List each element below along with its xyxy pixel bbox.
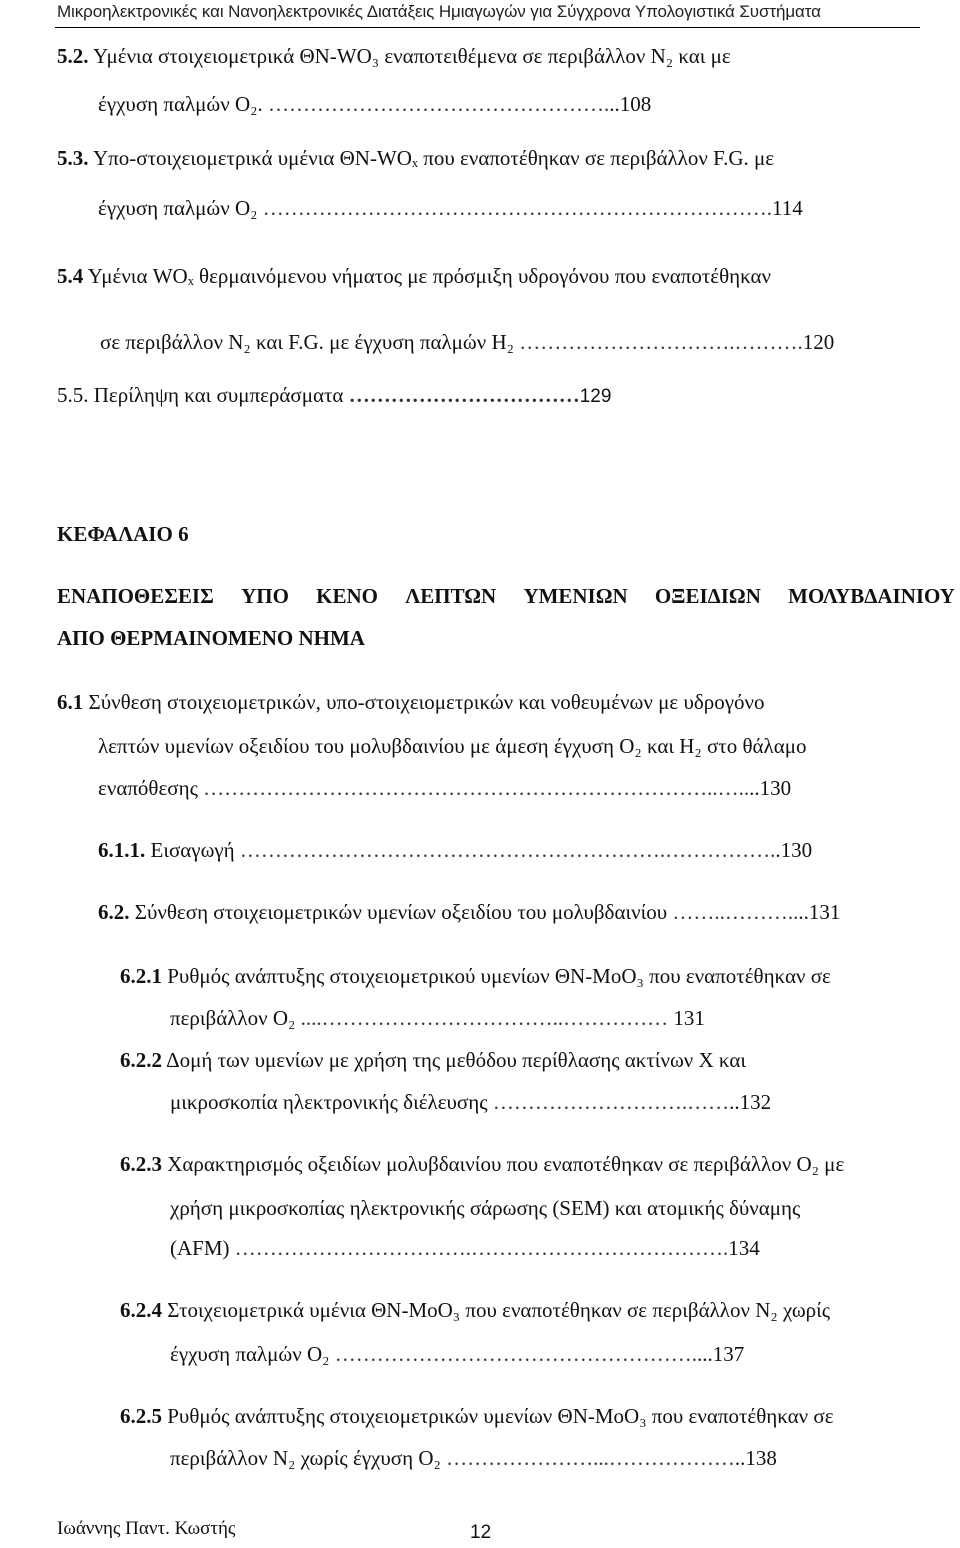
toc-page: 129 bbox=[579, 386, 612, 407]
toc-leader: …………………………………………………….……………. bbox=[239, 838, 776, 862]
toc-page: 120 bbox=[802, 330, 835, 354]
toc-page: .130 bbox=[775, 838, 813, 862]
chapter-title-word: ΕΝΑΠΟΘΕΣΕΙΣ bbox=[57, 584, 214, 608]
toc-text: (AFM) bbox=[170, 1236, 230, 1260]
toc-entry-5-4[interactable] bbox=[57, 264, 771, 289]
toc-leader: ……..……….. bbox=[672, 900, 799, 924]
running-header: Μικροηλεκτρονικές και Νανοηλεκτρονικές Διατάξεις Ημιαγωγών για Σύγχρονα Υπολογιστικά Συστήματα bbox=[57, 2, 821, 21]
toc-text: Εισαγωγή bbox=[150, 838, 235, 862]
toc-text: Υμένια στοιχειομετρικά ΘΝ-WO₃ εναποτειθέμενα σε περιβάλλον N₂ και με bbox=[92, 44, 731, 68]
toc-text: μικροσκοπία ηλεκτρονικής διέλευσης bbox=[170, 1090, 488, 1114]
toc-number: 5.3. bbox=[57, 146, 89, 170]
toc-number: 5.4 bbox=[57, 264, 84, 288]
toc-leader: …………………………………………. bbox=[267, 92, 610, 116]
toc-number: 6.2.5 bbox=[120, 1404, 162, 1428]
toc-text: έγχυση παλμών O₂ bbox=[98, 196, 258, 220]
toc-text: έγχυση παλμών O₂. bbox=[98, 92, 263, 116]
toc-entry-5-3[interactable] bbox=[57, 146, 774, 171]
toc-text: Χαρακτηρισμός οξειδίων μολυβδαινίου που εναποτέθηκαν σε περιβάλλον O₂ με bbox=[167, 1152, 845, 1176]
toc-entry-6-2-5[interactable] bbox=[120, 1404, 834, 1429]
toc-entry-5-2[interactable] bbox=[57, 44, 731, 69]
toc-page: ..108 bbox=[609, 92, 652, 116]
toc-entry-6-2-1[interactable] bbox=[120, 964, 831, 989]
toc-entry-6-2-1-cont[interactable] bbox=[170, 1006, 705, 1031]
toc-number: 6.2.4 bbox=[120, 1298, 162, 1322]
footer-page-number: 12 bbox=[470, 1522, 492, 1543]
toc-text: Σύνθεση στοιχειομετρικών, υπο-στοιχειομετρικών και νοθευμένων με υδρογόνο bbox=[88, 690, 765, 714]
toc-entry-6-2-3[interactable] bbox=[120, 1152, 844, 1177]
toc-leader: ……………………….…… bbox=[492, 1090, 730, 1114]
chapter-title-word: ΜΟΛΥΒΔΑΙΝΙΟΥ bbox=[788, 584, 955, 608]
toc-text: σε περιβάλλον N₂ και F.G. με έγχυση παλμών H₂ bbox=[100, 330, 514, 354]
toc-entry-6-2-5-cont[interactable] bbox=[170, 1446, 777, 1471]
toc-text: περιβάλλον O₂ bbox=[170, 1006, 296, 1030]
toc-number: 5.2. bbox=[57, 44, 89, 68]
toc-page: ..132 bbox=[729, 1090, 772, 1114]
toc-entry-5-3-cont[interactable] bbox=[98, 196, 803, 221]
toc-leader: …………………………….………………………………. bbox=[234, 1236, 729, 1260]
toc-number: 6.1.1. bbox=[98, 838, 146, 862]
toc-leader: ………………………………………………………………..….. bbox=[203, 776, 750, 800]
toc-text: Σύνθεση στοιχειομετρικών υμενίων οξειδίου του μολυβδαινίου bbox=[134, 900, 668, 924]
toc-text: Υπο-στοιχειομετρικά υμένια ΘΝ-WOₓ που εναποτέθηκαν σε περιβάλλον F.G. με bbox=[92, 146, 775, 170]
toc-text: εναπόθεσης bbox=[98, 776, 198, 800]
toc-leader: ………………………….………. bbox=[519, 330, 803, 354]
toc-text: περιβάλλον N₂ χωρίς έγχυση O₂ bbox=[170, 1446, 441, 1470]
toc-text: έγχυση παλμών O₂ bbox=[170, 1342, 330, 1366]
toc-page: 114 bbox=[771, 196, 803, 220]
toc-entry-6-2-2-cont[interactable] bbox=[170, 1090, 771, 1115]
toc-page: ..130 bbox=[749, 776, 792, 800]
chapter-label: ΚΕΦΑΛΑΙΟ 6 bbox=[57, 522, 189, 546]
toc-number: 6.2.3 bbox=[120, 1152, 162, 1176]
chapter-title-line1 bbox=[57, 584, 955, 609]
toc-text: Ρυθμός ανάπτυξης στοιχειομετρικών υμενίων ΘΝ-MoO₃ που εναποτέθηκαν σε bbox=[167, 1404, 834, 1428]
toc-entry-6-2-4[interactable] bbox=[120, 1298, 830, 1323]
toc-number: 6.1 bbox=[57, 690, 84, 714]
toc-text: Στοιχειομετρικά υμένια ΘΝ-MoO₃ που εναποτέθηκαν σε περιβάλλον N₂ χωρίς bbox=[167, 1298, 831, 1322]
toc-leader: …………………...……………… bbox=[446, 1446, 735, 1470]
toc-leader: …………………………… bbox=[348, 383, 580, 407]
toc-leader: ………………………………………………………………. bbox=[262, 196, 772, 220]
toc-text: χρήση μικροσκοπίας ηλεκτρονικής σάρωσης (SEM) και ατομικής δύναμης bbox=[170, 1196, 801, 1220]
toc-entry-6-2-3-cont[interactable] bbox=[170, 1196, 800, 1221]
toc-number: 6.2. bbox=[98, 900, 130, 924]
toc-text: Δομή των υμενίων με χρήση της μεθόδου περίθλασης ακτίνων Χ και bbox=[166, 1048, 746, 1072]
toc-entry-5-4-cont[interactable] bbox=[100, 330, 834, 355]
footer-author: Ιωάννης Παντ. Κωστής bbox=[57, 1518, 236, 1539]
toc-entry-6-2-2[interactable] bbox=[120, 1048, 746, 1073]
toc-entry-6-1-cont[interactable] bbox=[98, 734, 807, 759]
toc-text: Περίληψη και συμπεράσματα bbox=[93, 383, 344, 407]
toc-entry-5-2-cont[interactable] bbox=[98, 92, 651, 117]
toc-entry-6-2-3-cont2[interactable] bbox=[170, 1236, 760, 1261]
toc-leader: ....……………………………..…………… bbox=[300, 1006, 669, 1030]
chapter-title-word: ΟΞΕΙΔΙΩΝ bbox=[654, 584, 761, 608]
toc-text: Υμένια WOₓ θερμαινόμενου νήματος με πρόσμιξη υδρογόνου που εναποτέθηκαν bbox=[87, 264, 772, 288]
toc-page: ...137 bbox=[696, 1342, 745, 1366]
toc-entry-6-1-cont2[interactable] bbox=[98, 776, 791, 801]
toc-number: 6.2.2 bbox=[120, 1048, 162, 1072]
header-rule bbox=[55, 27, 920, 28]
toc-entry-6-1[interactable] bbox=[57, 690, 765, 715]
toc-entry-6-2[interactable] bbox=[98, 900, 840, 925]
toc-number: 5.5. bbox=[57, 383, 89, 407]
chapter-title-line2: ΑΠΟ ΘΕΡΜΑΙΝΟΜΕΝΟ ΝΗΜΑ bbox=[57, 626, 365, 650]
toc-number: 6.2.1 bbox=[120, 964, 162, 988]
toc-page: ..131 bbox=[798, 900, 841, 924]
toc-entry-5-5[interactable] bbox=[57, 383, 611, 408]
toc-page: 134 bbox=[728, 1236, 760, 1260]
toc-text: Ρυθμός ανάπτυξης στοιχειομετρικού υμενίων ΘΝ-MoO₃ που εναποτέθηκαν σε bbox=[167, 964, 831, 988]
chapter-title-word: ΥΜΕΝΙΩΝ bbox=[523, 584, 628, 608]
toc-leader: ……………………………………………. bbox=[334, 1342, 697, 1366]
toc-entry-6-1-1[interactable] bbox=[98, 838, 812, 863]
chapter-title-word: ΚΕΝΟ bbox=[316, 584, 378, 608]
toc-page: 131 bbox=[668, 1006, 705, 1030]
chapter-title-word: ΛΕΠΤΩΝ bbox=[405, 584, 497, 608]
toc-page: ..138 bbox=[734, 1446, 777, 1470]
toc-text: λεπτών υμενίων οξειδίου του μολυβδαινίου με άμεση έγχυση O₂ και H₂ στο θάλαμο bbox=[98, 734, 807, 758]
toc-entry-6-2-4-cont[interactable] bbox=[170, 1342, 744, 1367]
chapter-title-word: ΥΠΟ bbox=[241, 584, 289, 608]
